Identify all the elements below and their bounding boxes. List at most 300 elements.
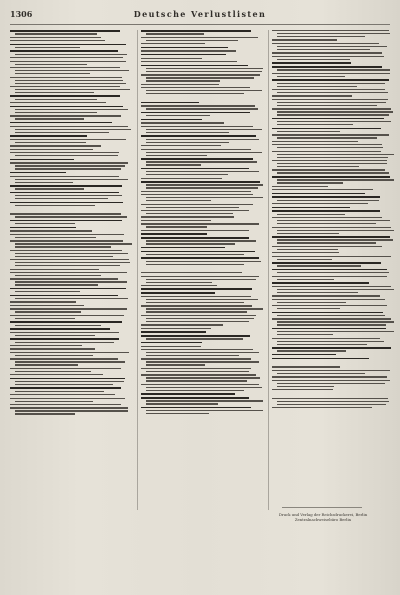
text-line bbox=[15, 64, 87, 65]
list-entry bbox=[272, 141, 394, 142]
text-line bbox=[10, 145, 101, 146]
text-line bbox=[10, 44, 126, 46]
text-line bbox=[15, 298, 128, 299]
text-line bbox=[272, 108, 391, 109]
list-entry bbox=[141, 257, 263, 265]
list-entry bbox=[272, 52, 394, 53]
text-line bbox=[277, 76, 345, 77]
list-entry bbox=[10, 50, 132, 55]
text-line bbox=[10, 172, 66, 174]
text-line bbox=[10, 95, 120, 97]
text-line bbox=[146, 139, 259, 140]
text-line bbox=[10, 213, 121, 214]
text-line bbox=[15, 99, 97, 100]
list-entry bbox=[10, 328, 132, 330]
list-entry bbox=[141, 305, 263, 312]
text-line bbox=[272, 196, 380, 198]
text-line bbox=[146, 240, 256, 241]
text-line bbox=[146, 77, 254, 78]
text-line bbox=[277, 121, 391, 122]
list-entry bbox=[272, 380, 394, 387]
list-entry bbox=[10, 67, 132, 74]
text-line bbox=[272, 193, 365, 195]
list-entry bbox=[10, 315, 132, 319]
text-line bbox=[10, 305, 84, 306]
text-line bbox=[141, 349, 253, 350]
text-line bbox=[272, 256, 391, 257]
text-line bbox=[146, 361, 259, 362]
text-line bbox=[146, 80, 220, 81]
list-entry bbox=[141, 276, 263, 283]
text-line bbox=[277, 131, 340, 132]
list-entry bbox=[10, 122, 132, 124]
text-line bbox=[146, 254, 244, 255]
text-line bbox=[272, 299, 385, 300]
list-entry bbox=[272, 79, 394, 87]
text-line bbox=[141, 342, 202, 344]
text-line bbox=[10, 387, 121, 389]
list-entry bbox=[141, 374, 263, 381]
text-line bbox=[272, 398, 388, 399]
text-line bbox=[15, 246, 111, 247]
text-line bbox=[146, 184, 263, 185]
text-line bbox=[272, 252, 339, 253]
list-entry bbox=[10, 40, 132, 41]
list-entry bbox=[141, 331, 263, 333]
list-entry bbox=[272, 43, 394, 50]
text-line bbox=[15, 291, 80, 292]
text-line bbox=[272, 236, 390, 238]
list-entry bbox=[141, 335, 263, 340]
text-line bbox=[10, 328, 110, 330]
text-line bbox=[272, 128, 381, 130]
text-line bbox=[277, 69, 390, 70]
text-line bbox=[146, 364, 205, 365]
text-line bbox=[141, 181, 260, 183]
text-line bbox=[10, 315, 124, 316]
list-entry bbox=[141, 272, 263, 273]
list-entry bbox=[10, 240, 132, 247]
text-line bbox=[146, 400, 263, 401]
text-line bbox=[277, 401, 389, 402]
text-line bbox=[277, 166, 359, 167]
text-line bbox=[277, 179, 394, 180]
text-line bbox=[272, 141, 358, 142]
text-line bbox=[277, 265, 361, 266]
text-line bbox=[146, 161, 257, 162]
list-entry bbox=[272, 328, 394, 336]
list-entry bbox=[10, 332, 132, 336]
text-line bbox=[277, 279, 334, 280]
list-entry bbox=[272, 376, 394, 377]
text-line bbox=[141, 257, 259, 259]
list-entry bbox=[10, 398, 132, 402]
text-line bbox=[141, 305, 252, 306]
list-entry bbox=[10, 95, 132, 100]
text-line bbox=[15, 33, 97, 34]
text-line bbox=[15, 216, 127, 217]
list-entry bbox=[141, 54, 263, 56]
text-line bbox=[15, 182, 73, 183]
text-line bbox=[15, 355, 93, 356]
list-entry bbox=[10, 135, 132, 137]
list-entry bbox=[10, 77, 132, 84]
text-line bbox=[277, 36, 365, 37]
text-line bbox=[141, 288, 252, 290]
list-entry bbox=[141, 84, 263, 85]
text-line bbox=[277, 249, 338, 250]
text-line bbox=[10, 149, 93, 150]
list-entry bbox=[10, 44, 132, 49]
list-entry bbox=[272, 134, 394, 138]
text-line bbox=[15, 311, 81, 312]
text-line bbox=[277, 172, 389, 173]
list-entry bbox=[272, 318, 394, 325]
list-entry bbox=[10, 368, 132, 372]
text-line bbox=[277, 259, 332, 260]
list-entry bbox=[141, 126, 263, 133]
text-line bbox=[10, 295, 118, 297]
list-entry bbox=[272, 389, 394, 390]
text-line bbox=[141, 346, 201, 347]
list-entry bbox=[272, 66, 394, 71]
list-entry bbox=[10, 145, 132, 146]
text-line bbox=[10, 394, 115, 395]
text-line bbox=[141, 272, 242, 273]
text-line bbox=[272, 169, 385, 170]
text-line bbox=[10, 301, 76, 302]
text-line bbox=[141, 216, 234, 217]
text-line bbox=[146, 243, 235, 244]
text-line bbox=[277, 386, 334, 387]
text-line bbox=[141, 251, 255, 253]
text-line bbox=[10, 67, 120, 68]
text-line bbox=[141, 285, 217, 286]
text-line bbox=[15, 129, 131, 130]
text-line bbox=[277, 272, 389, 273]
list-entry bbox=[272, 295, 394, 296]
list-entry bbox=[10, 352, 132, 356]
text-line bbox=[146, 302, 244, 303]
text-line bbox=[15, 253, 128, 254]
list-entry bbox=[141, 233, 263, 235]
text-line bbox=[146, 174, 228, 175]
text-line bbox=[10, 308, 127, 309]
text-line bbox=[15, 73, 90, 74]
text-line bbox=[141, 126, 253, 127]
text-line bbox=[277, 289, 394, 290]
list-entry bbox=[141, 251, 263, 256]
text-line bbox=[15, 413, 75, 414]
text-line bbox=[277, 83, 385, 84]
list-entry bbox=[141, 43, 263, 44]
list-entry bbox=[141, 65, 263, 73]
text-line bbox=[10, 338, 119, 340]
list-entry bbox=[272, 160, 394, 167]
text-line bbox=[15, 47, 80, 48]
text-line bbox=[15, 109, 128, 110]
text-line bbox=[15, 195, 122, 196]
text-line bbox=[272, 43, 379, 44]
text-line bbox=[146, 318, 254, 319]
list-entry bbox=[272, 196, 394, 201]
imprint bbox=[258, 512, 388, 522]
text-line bbox=[141, 335, 250, 337]
text-line bbox=[272, 347, 391, 349]
text-line bbox=[10, 192, 119, 194]
list-entry bbox=[272, 312, 394, 317]
list-entry bbox=[272, 118, 394, 126]
text-column-left bbox=[10, 30, 132, 510]
text-line bbox=[15, 284, 98, 285]
text-line bbox=[141, 194, 253, 195]
text-line bbox=[146, 338, 243, 339]
text-line bbox=[141, 149, 251, 150]
list-entry bbox=[141, 368, 263, 372]
text-line bbox=[277, 334, 333, 335]
list-entry bbox=[141, 191, 263, 192]
text-line bbox=[10, 57, 123, 58]
list-entry bbox=[272, 299, 394, 303]
text-line bbox=[15, 92, 94, 93]
text-line bbox=[141, 220, 211, 221]
list-entry bbox=[272, 99, 394, 106]
text-line bbox=[15, 237, 96, 238]
text-line bbox=[10, 398, 125, 399]
imprint-line: Druck und Verlag der Reichsdruckerei, Berlin bbox=[278, 512, 368, 517]
text-line bbox=[15, 70, 129, 71]
text-line bbox=[15, 83, 126, 84]
list-entry bbox=[272, 338, 394, 345]
list-entry bbox=[10, 126, 132, 133]
text-line bbox=[272, 99, 388, 100]
list-entry bbox=[141, 178, 263, 179]
text-line bbox=[10, 152, 119, 153]
text-line bbox=[15, 391, 104, 392]
text-line bbox=[10, 358, 118, 359]
text-line bbox=[146, 164, 201, 165]
list-entry bbox=[272, 276, 394, 280]
list-entry bbox=[141, 220, 263, 221]
list-entry bbox=[272, 144, 394, 148]
list-entry bbox=[10, 259, 132, 266]
list-entry bbox=[272, 269, 394, 274]
list-entry bbox=[10, 149, 132, 150]
list-entry bbox=[141, 37, 263, 41]
column-divider bbox=[268, 30, 269, 510]
text-line bbox=[10, 374, 103, 375]
list-entry bbox=[141, 324, 263, 325]
text-line bbox=[141, 84, 219, 85]
text-line bbox=[141, 122, 224, 123]
text-line bbox=[10, 234, 124, 235]
text-line bbox=[277, 324, 386, 325]
text-line bbox=[272, 160, 387, 161]
list-entry bbox=[141, 328, 263, 329]
list-entry bbox=[10, 230, 132, 231]
text-line bbox=[141, 210, 249, 211]
text-line bbox=[141, 296, 251, 297]
text-line bbox=[141, 191, 251, 192]
text-line bbox=[277, 49, 370, 50]
list-entry bbox=[10, 185, 132, 190]
text-line bbox=[146, 380, 247, 381]
text-line bbox=[272, 217, 382, 218]
text-line bbox=[141, 358, 251, 359]
list-entry bbox=[141, 87, 263, 94]
text-line bbox=[141, 30, 251, 32]
list-entry bbox=[141, 204, 263, 208]
list-entry bbox=[141, 216, 263, 217]
text-line bbox=[146, 155, 207, 156]
text-line bbox=[141, 61, 237, 62]
text-line bbox=[272, 366, 340, 367]
text-line bbox=[277, 163, 387, 164]
list-entry bbox=[10, 61, 132, 65]
list-entry bbox=[10, 202, 132, 207]
text-line bbox=[10, 404, 121, 405]
text-line bbox=[277, 154, 394, 155]
text-line bbox=[15, 223, 75, 224]
list-entry bbox=[141, 74, 263, 81]
text-line bbox=[272, 269, 387, 271]
list-entry bbox=[141, 349, 263, 356]
text-line bbox=[10, 176, 119, 177]
text-line bbox=[277, 111, 393, 112]
text-line bbox=[272, 62, 351, 64]
text-line bbox=[272, 95, 352, 96]
list-entry bbox=[141, 223, 263, 227]
text-line bbox=[141, 65, 248, 67]
text-line bbox=[277, 182, 343, 183]
text-line bbox=[10, 368, 121, 369]
list-entry bbox=[272, 256, 394, 260]
list-entry bbox=[272, 73, 394, 77]
text-line bbox=[146, 171, 259, 172]
list-entry bbox=[10, 227, 132, 229]
text-line bbox=[15, 384, 113, 385]
text-line bbox=[141, 112, 250, 114]
text-line bbox=[15, 112, 97, 113]
text-line bbox=[141, 328, 211, 329]
list-entry bbox=[10, 404, 132, 405]
text-line bbox=[277, 292, 358, 293]
list-entry bbox=[10, 348, 132, 349]
text-line bbox=[15, 265, 120, 266]
text-line bbox=[141, 58, 202, 59]
list-entry bbox=[272, 358, 394, 360]
list-entry bbox=[272, 407, 394, 408]
text-line bbox=[15, 262, 130, 263]
list-entry bbox=[141, 58, 263, 59]
text-line bbox=[10, 259, 129, 260]
text-line bbox=[272, 210, 380, 212]
text-line bbox=[272, 203, 368, 204]
list-entry bbox=[10, 378, 132, 386]
list-entry bbox=[272, 370, 394, 374]
text-line bbox=[10, 269, 99, 270]
text-line bbox=[277, 92, 388, 93]
text-line bbox=[15, 54, 127, 55]
text-line bbox=[141, 43, 205, 44]
text-line bbox=[15, 342, 114, 343]
text-line bbox=[141, 331, 206, 333]
running-title: Deutsche Verlustlisten bbox=[133, 9, 267, 19]
text-line bbox=[141, 37, 258, 38]
list-entry bbox=[10, 176, 132, 183]
text-line bbox=[272, 30, 389, 31]
text-line bbox=[272, 89, 385, 90]
text-line bbox=[277, 321, 394, 322]
text-line bbox=[141, 233, 207, 235]
text-line bbox=[10, 86, 120, 87]
text-line bbox=[10, 115, 121, 116]
text-line bbox=[272, 134, 389, 135]
text-line bbox=[10, 352, 129, 353]
text-line bbox=[277, 105, 377, 106]
list-entry bbox=[141, 30, 263, 35]
list-entry bbox=[141, 230, 263, 231]
text-line bbox=[141, 315, 256, 316]
list-entry bbox=[10, 30, 132, 35]
text-line bbox=[277, 230, 394, 231]
text-line bbox=[277, 239, 393, 240]
list-entry bbox=[272, 203, 394, 204]
list-entry bbox=[141, 158, 263, 166]
text-line bbox=[141, 145, 221, 146]
text-line bbox=[15, 198, 108, 199]
list-entry bbox=[141, 119, 263, 121]
text-line bbox=[15, 381, 124, 382]
list-entry bbox=[10, 152, 132, 156]
list-entry bbox=[141, 102, 263, 104]
text-line bbox=[141, 368, 251, 369]
text-line bbox=[272, 354, 336, 356]
text-line bbox=[277, 373, 365, 374]
text-line bbox=[277, 404, 386, 405]
list-entry bbox=[10, 86, 132, 93]
text-line bbox=[10, 288, 126, 290]
list-entry bbox=[141, 145, 263, 146]
text-line bbox=[10, 50, 118, 52]
text-line bbox=[15, 243, 132, 244]
text-line bbox=[146, 413, 209, 414]
page-number: 1306 bbox=[10, 9, 33, 19]
text-line bbox=[15, 179, 128, 180]
list-entry bbox=[10, 288, 132, 293]
text-line bbox=[146, 377, 260, 378]
list-entry bbox=[10, 308, 132, 312]
text-line bbox=[10, 37, 101, 38]
text-line bbox=[141, 50, 236, 51]
text-line bbox=[272, 376, 387, 377]
text-line bbox=[277, 86, 357, 87]
list-entry bbox=[272, 39, 394, 40]
text-line bbox=[15, 275, 101, 276]
text-line bbox=[146, 299, 258, 300]
text-line bbox=[141, 384, 259, 385]
text-line bbox=[146, 129, 262, 130]
text-column-middle bbox=[141, 30, 263, 510]
list-entry bbox=[272, 354, 394, 356]
list-entry bbox=[272, 246, 394, 250]
text-line bbox=[277, 124, 353, 125]
list-entry bbox=[272, 169, 394, 173]
text-line bbox=[15, 335, 95, 336]
text-line bbox=[272, 151, 381, 152]
list-entry bbox=[272, 128, 394, 133]
text-line bbox=[272, 118, 384, 120]
